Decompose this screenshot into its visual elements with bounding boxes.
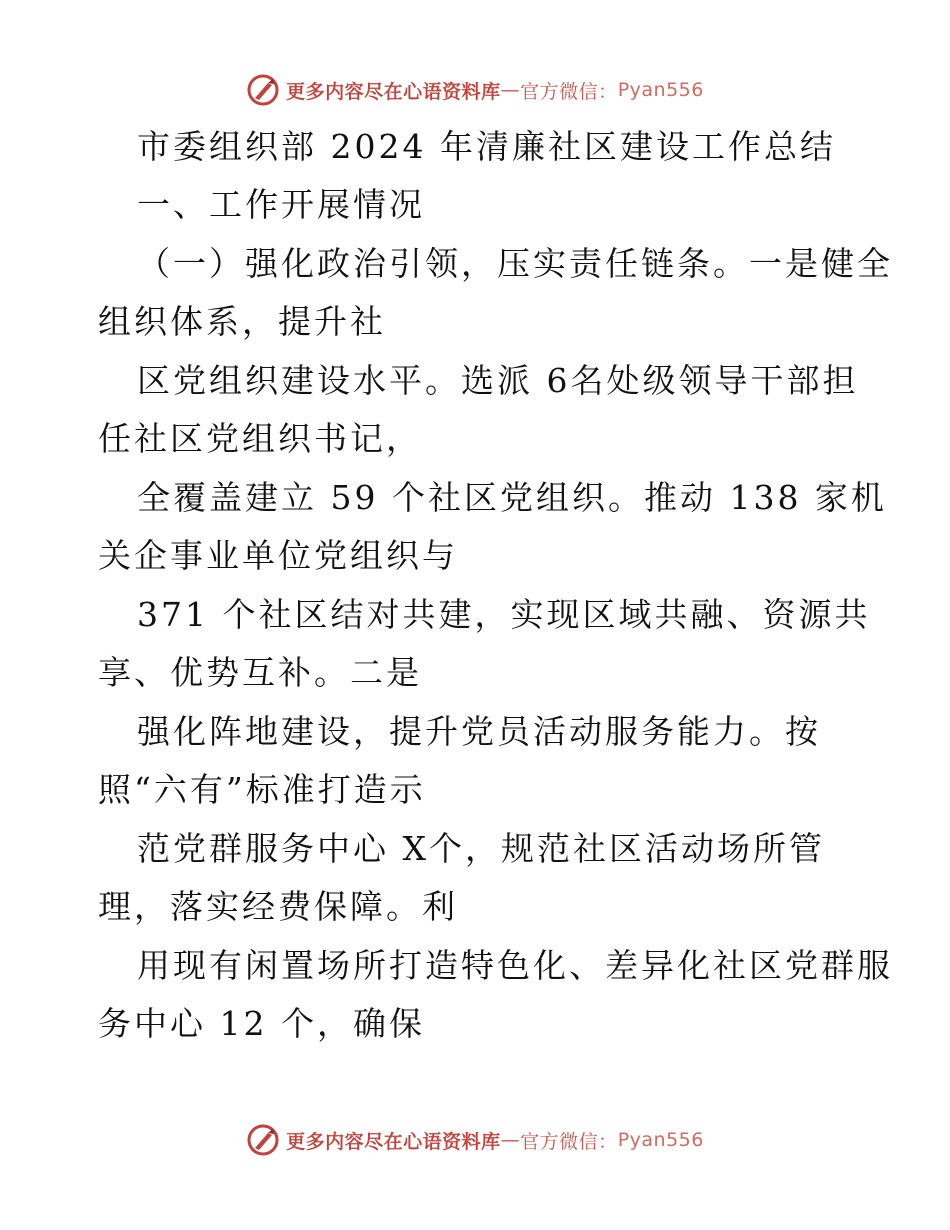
body-line: 享、优势互补。二是 xyxy=(98,653,422,692)
watermark-account-label: 官方微信： xyxy=(520,1130,618,1153)
body-line: 任社区党组织书记， xyxy=(98,419,422,458)
watermark-account-id: Pyan556 xyxy=(617,79,704,101)
section-heading: 一、工作开展情况 xyxy=(137,185,425,224)
body-line: 务中心 12 个，确保 xyxy=(98,1004,425,1043)
document-title: 市委组织部 2024 年清廉社区建设工作总结 xyxy=(137,127,836,166)
body-line: 理，落实经费保障。利 xyxy=(98,887,458,926)
body-line: 用现有闲置场所打造特色化、差异化社区党群服 xyxy=(137,946,893,985)
watermark-main-text: 更多内容尽在心语资料库 xyxy=(286,1130,501,1153)
body-line: 范党群服务中心 X个，规范社区活动场所管 xyxy=(137,829,825,868)
body-line: 关企事业单位党组织与 xyxy=(98,536,458,575)
quill-logo-icon xyxy=(246,1123,280,1157)
watermark-separator: — xyxy=(500,1129,521,1151)
body-line: 强化阵地建设，提升党员活动服务能力。按 xyxy=(137,712,821,751)
body-line: 区党组织建设水平。选派 6名处级领导干部担 xyxy=(137,361,859,400)
watermark-account-id: Pyan556 xyxy=(617,1129,704,1151)
watermark-account-label: 官方微信： xyxy=(520,80,618,103)
body-line: 组织体系，提升社 xyxy=(98,302,386,341)
watermark-main-text: 更多内容尽在心语资料库 xyxy=(286,80,501,103)
body-line: 371 个社区结对共建，实现区域共融、资源共 xyxy=(137,595,871,634)
body-line: 照“六有”标准打造示 xyxy=(98,770,426,809)
watermark-separator: — xyxy=(500,79,521,101)
footer-watermark xyxy=(0,1120,950,1160)
body-line: （一）强化政治引领，压实责任链条。一是健全 xyxy=(137,244,893,283)
body-line: 全覆盖建立 59 个社区党组织。推动 138 家机 xyxy=(137,478,887,517)
